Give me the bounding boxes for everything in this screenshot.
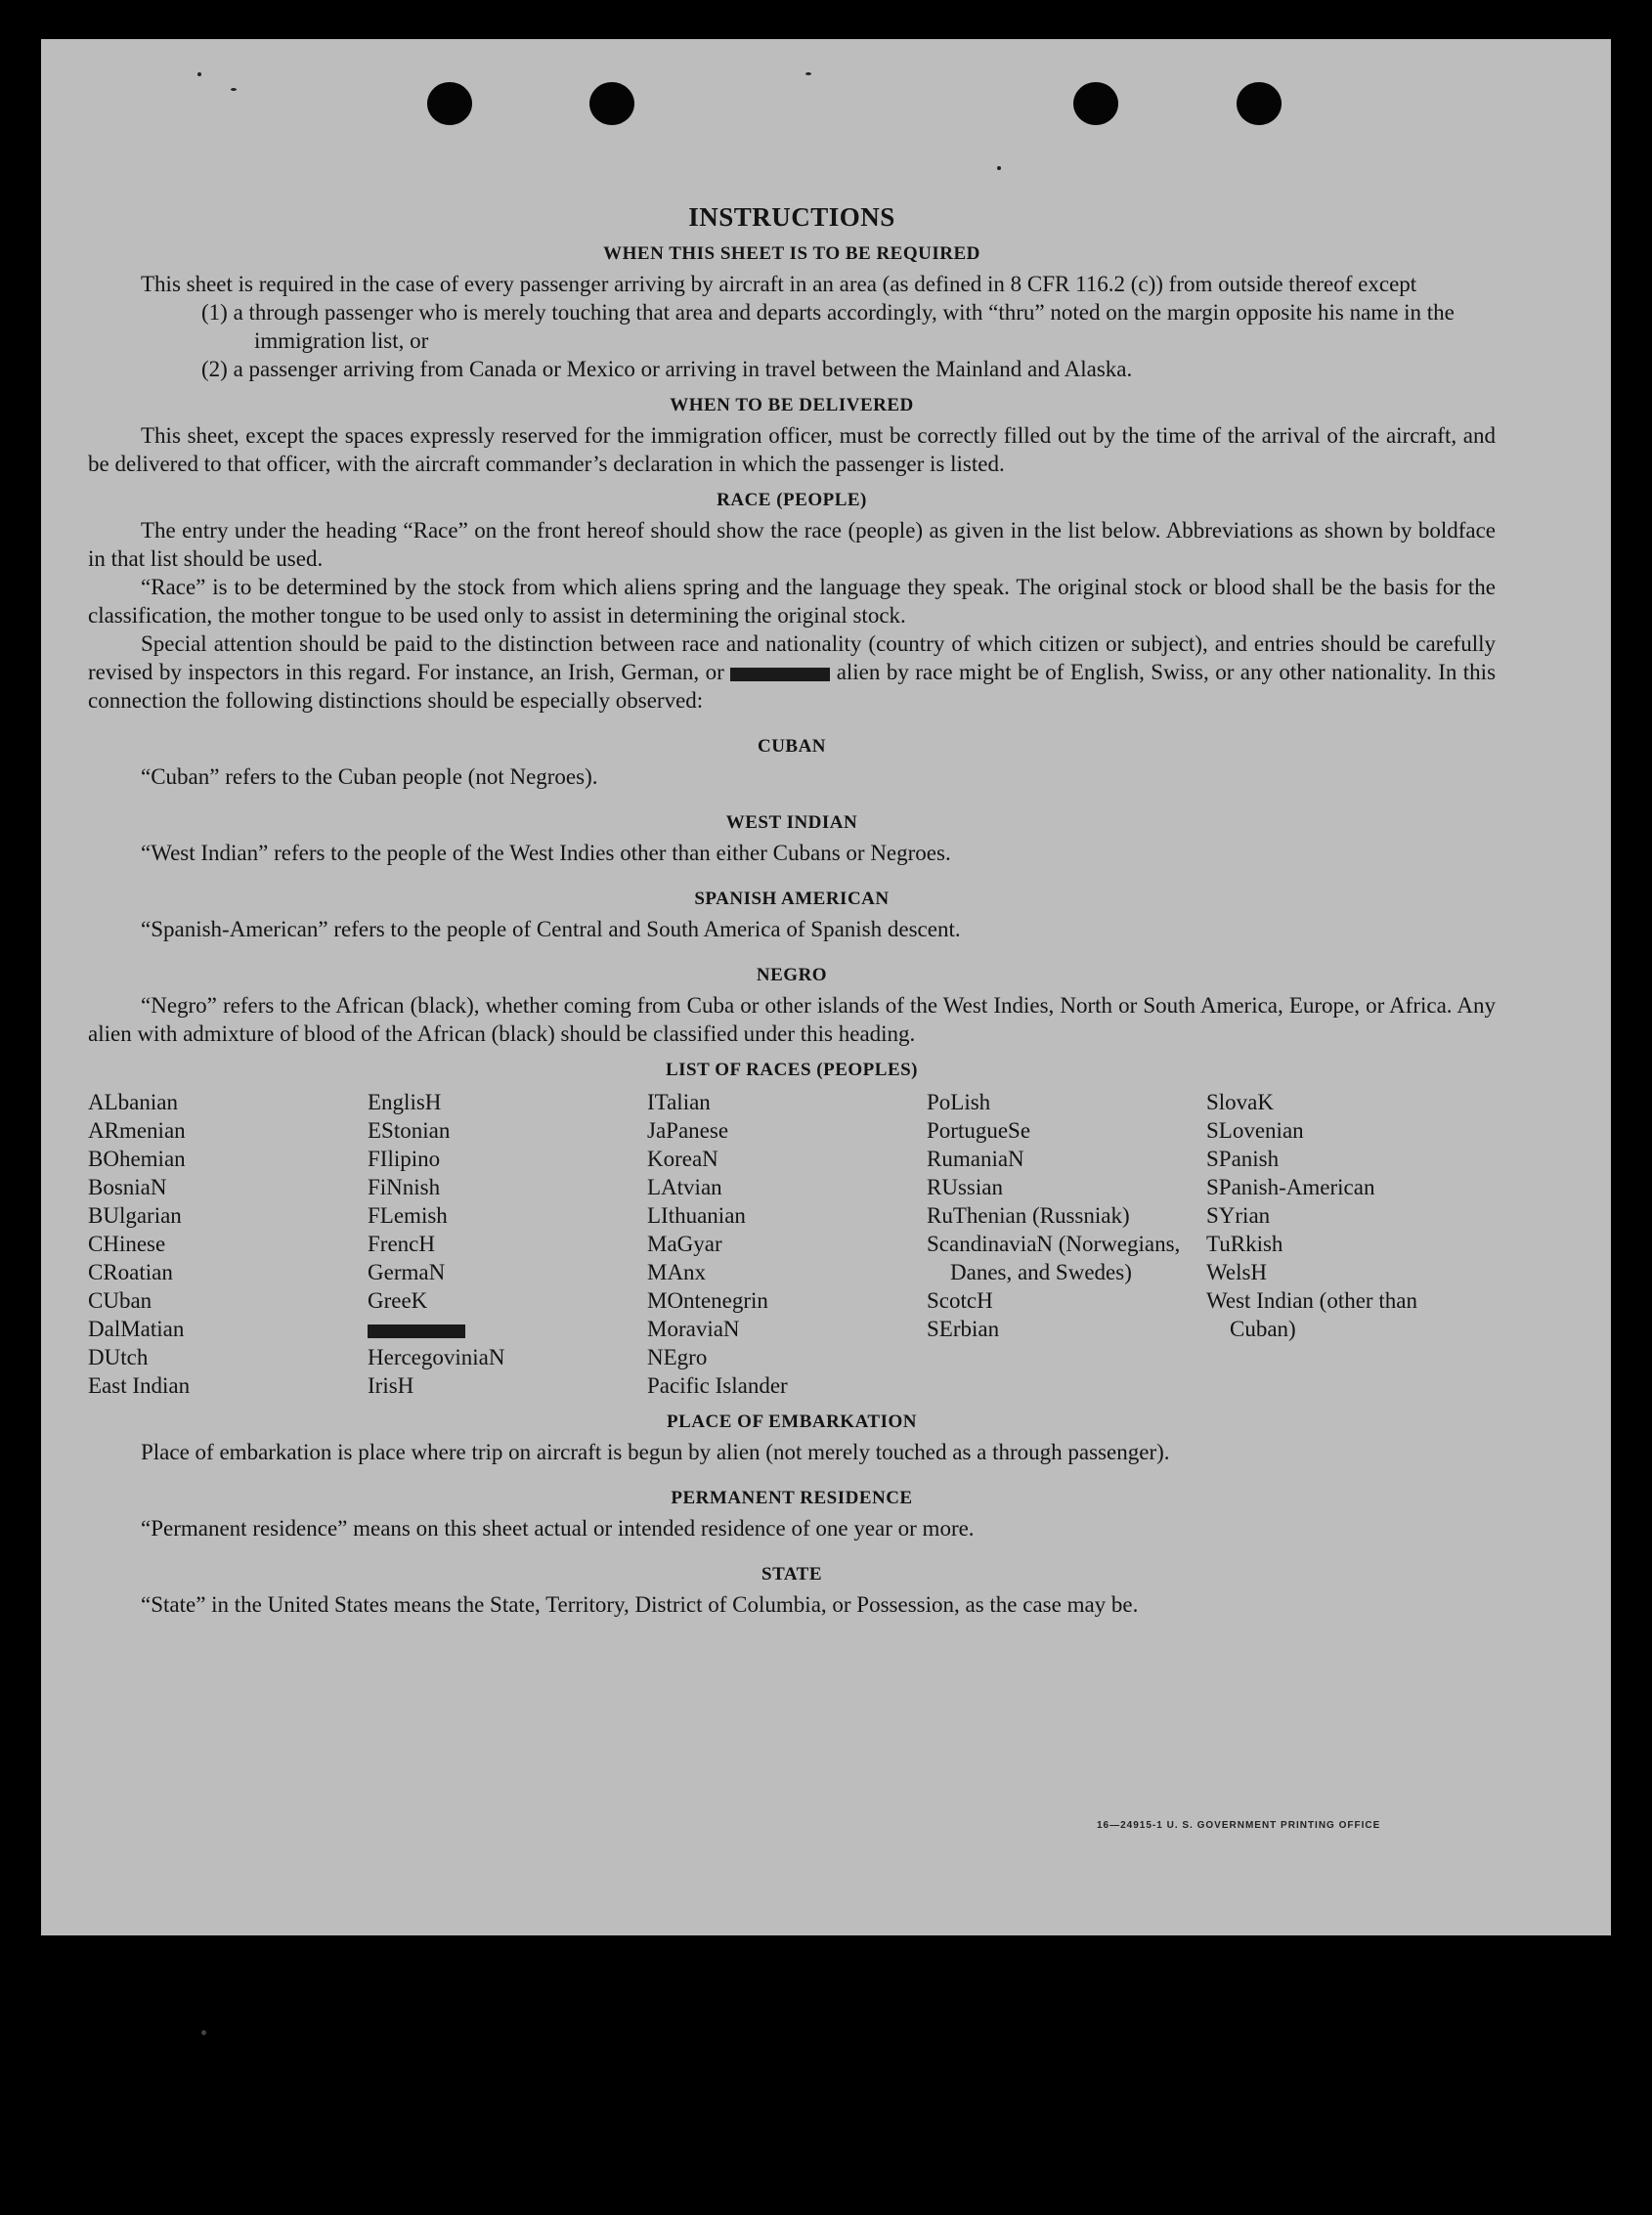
race-item: MoraviaN bbox=[647, 1317, 740, 1341]
race-item: SLovenian bbox=[1206, 1118, 1304, 1143]
race-paragraph-1: The entry under the heading “Race” on the front hereof should show the race (people) as given in the list below. Abbreviations as shown by boldface in that list should be used. bbox=[88, 518, 1496, 571]
race-item-redacted bbox=[368, 1315, 647, 1343]
race-item: CUban bbox=[88, 1288, 152, 1313]
race-item: CHinese bbox=[88, 1232, 166, 1256]
race-item: BUlgarian bbox=[88, 1203, 182, 1228]
race-paragraph-3b: alien by race might be of English, Swiss, or any other nationality. In this connection the following distinctions should be especially observed: bbox=[88, 660, 1497, 713]
exception-item-1: (1) a through passenger who is merely touching that area and departs accordingly, with “thru” noted on the margin opposite his name in the immigration list, or bbox=[201, 300, 1455, 353]
heading-cuban: CUBAN bbox=[757, 736, 827, 757]
race-item: KoreaN bbox=[647, 1147, 718, 1171]
state-text: “State” in the United States means the State, Territory, District of Columbia, or Possession, as the case may be. bbox=[141, 1592, 1139, 1617]
delivered-text: This sheet, except the spaces expressly reserved for the immigration officer, must be correctly filled out by the time of the arrival of the aircraft, and be delivered to that officer, with the aircraft commander’s declaration in which the passenger is listed. bbox=[88, 423, 1496, 476]
race-column-1 bbox=[88, 1088, 368, 1400]
race-paragraph-3 bbox=[88, 630, 1496, 715]
race-item: ITalian bbox=[647, 1090, 711, 1114]
heading-west-indian: WEST INDIAN bbox=[725, 812, 858, 833]
race-item: MaGyar bbox=[647, 1232, 722, 1256]
heading-permanent-residence: PERMANENT RESIDENCE bbox=[671, 1488, 913, 1508]
race-item: SPanish-American bbox=[1206, 1175, 1375, 1199]
negro-text: “Negro” refers to the African (black), whether coming from Cuba or other islands of the West Indies, North or South America, Europe, or Africa. Any alien with admixture of blood of the African (black) should be classified under this heading. bbox=[88, 993, 1496, 1046]
race-item: LIthuanian bbox=[647, 1203, 746, 1228]
page-title: INSTRUCTIONS bbox=[688, 202, 895, 232]
race-item: EStonian bbox=[368, 1118, 451, 1143]
heading-spanish-american: SPANISH AMERICAN bbox=[694, 889, 890, 909]
race-item: LAtvian bbox=[647, 1175, 722, 1199]
heading-list-of-races: LIST OF RACES (PEOPLES) bbox=[665, 1060, 919, 1080]
heading-when-required: WHEN THIS SHEET IS TO BE REQUIRED bbox=[603, 243, 980, 264]
race-column-4 bbox=[927, 1088, 1206, 1400]
cuban-text: “Cuban” refers to the Cuban people (not Negroes). bbox=[141, 764, 598, 789]
race-item: RumaniaN bbox=[927, 1147, 1024, 1171]
race-item: East Indian bbox=[88, 1373, 191, 1398]
required-intro: This sheet is required in the case of every passenger arriving by aircraft in an area (as defined in 8 CFR 116.2 (c)) from outside thereof except bbox=[141, 272, 1417, 296]
race-item: ScandinaviaN (Norwegians, Danes, and Swedes) bbox=[927, 1232, 1181, 1284]
race-item: SErbian bbox=[927, 1317, 1000, 1341]
race-item: West Indian (other than Cuban) bbox=[1206, 1288, 1417, 1341]
race-column-5 bbox=[1206, 1088, 1460, 1400]
heading-when-delivered: WHEN TO BE DELIVERED bbox=[670, 395, 914, 415]
race-item: ScotcH bbox=[927, 1288, 993, 1313]
heading-state: STATE bbox=[761, 1564, 822, 1585]
speck bbox=[805, 72, 811, 75]
speck bbox=[201, 2030, 206, 2035]
race-item: SlovaK bbox=[1206, 1090, 1274, 1114]
printing-office-footer: 16—24915-1 U. S. GOVERNMENT PRINTING OFFICE bbox=[1097, 1820, 1381, 1831]
race-item: ALbanian bbox=[88, 1090, 178, 1114]
heading-race: RACE (PEOPLE) bbox=[717, 490, 867, 510]
race-column-3 bbox=[647, 1088, 927, 1400]
exception-item-2: (2) a passenger arriving from Canada or Mexico or arriving in travel between the Mainland and Alaska. bbox=[201, 357, 1133, 381]
race-item: Pacific Islander bbox=[647, 1373, 788, 1398]
punch-hole-1 bbox=[427, 82, 472, 125]
residence-text: “Permanent residence” means on this sheet actual or intended residence of one year or more. bbox=[141, 1516, 975, 1541]
race-item: PoLish bbox=[927, 1090, 991, 1114]
document-sheet bbox=[41, 39, 1611, 1935]
heading-negro: NEGRO bbox=[756, 965, 828, 985]
race-item: MAnx bbox=[647, 1260, 707, 1284]
race-item: FiNnish bbox=[368, 1175, 441, 1199]
race-item: EnglisH bbox=[368, 1090, 442, 1114]
west-indian-text: “West Indian” refers to the people of the West Indies other than either Cubans or Negroes. bbox=[141, 841, 951, 865]
punch-hole-2 bbox=[589, 82, 634, 125]
race-item: FrencH bbox=[368, 1232, 435, 1256]
race-item: FLemish bbox=[368, 1203, 448, 1228]
race-list bbox=[88, 1088, 1496, 1400]
race-item: GermaN bbox=[368, 1260, 446, 1284]
speck bbox=[197, 72, 201, 76]
race-item: RUssian bbox=[927, 1175, 1003, 1199]
race-paragraph-2: “Race” is to be determined by the stock from which aliens spring and the language they speak. The original stock or blood shall be the basis for the classification, the mother tongue to be used only to assist in determining the original stock. bbox=[88, 575, 1496, 628]
punch-hole-3 bbox=[1073, 82, 1118, 125]
race-item: GreeK bbox=[368, 1288, 428, 1313]
race-item: NEgro bbox=[647, 1345, 708, 1369]
race-column-2 bbox=[368, 1088, 647, 1400]
race-item: TuRkish bbox=[1206, 1232, 1283, 1256]
race-item: DUtch bbox=[88, 1345, 149, 1369]
race-item: PortugueSe bbox=[927, 1118, 1031, 1143]
race-item: CRoatian bbox=[88, 1260, 173, 1284]
race-item: SYrian bbox=[1206, 1203, 1271, 1228]
race-item: BosniaN bbox=[88, 1175, 167, 1199]
race-item: MOntenegrin bbox=[647, 1288, 768, 1313]
punch-hole-4 bbox=[1237, 82, 1282, 125]
race-item: SPanish bbox=[1206, 1147, 1280, 1171]
race-item: JaPanese bbox=[647, 1118, 729, 1143]
race-item: ARmenian bbox=[88, 1118, 186, 1143]
heading-embarkation: PLACE OF EMBARKATION bbox=[667, 1412, 917, 1432]
race-item: FIlipino bbox=[368, 1147, 441, 1171]
spanish-american-text: “Spanish-American” refers to the people of Central and South America of Spanish descent. bbox=[141, 917, 961, 941]
race-item: RuThenian (Russniak) bbox=[927, 1203, 1130, 1228]
race-paragraph-3a: Special attention should be paid to the distinction between race and nationality (country of which citizen or subject), and entries should be carefully revised by inspectors in this regard. For instance, an Irish, German, or bbox=[88, 631, 1496, 684]
redaction-mark bbox=[730, 668, 830, 681]
race-item: HercegoviniaN bbox=[368, 1345, 505, 1369]
race-item: IrisH bbox=[368, 1373, 414, 1398]
embarkation-text: Place of embarkation is place where trip on aircraft is begun by alien (not merely touched as a through passenger). bbox=[141, 1440, 1170, 1464]
race-item: WelsH bbox=[1206, 1260, 1268, 1284]
speck bbox=[231, 88, 237, 91]
race-item: DalMatian bbox=[88, 1317, 185, 1341]
instructions-content bbox=[88, 164, 1496, 1619]
race-item: BOhemian bbox=[88, 1147, 186, 1171]
